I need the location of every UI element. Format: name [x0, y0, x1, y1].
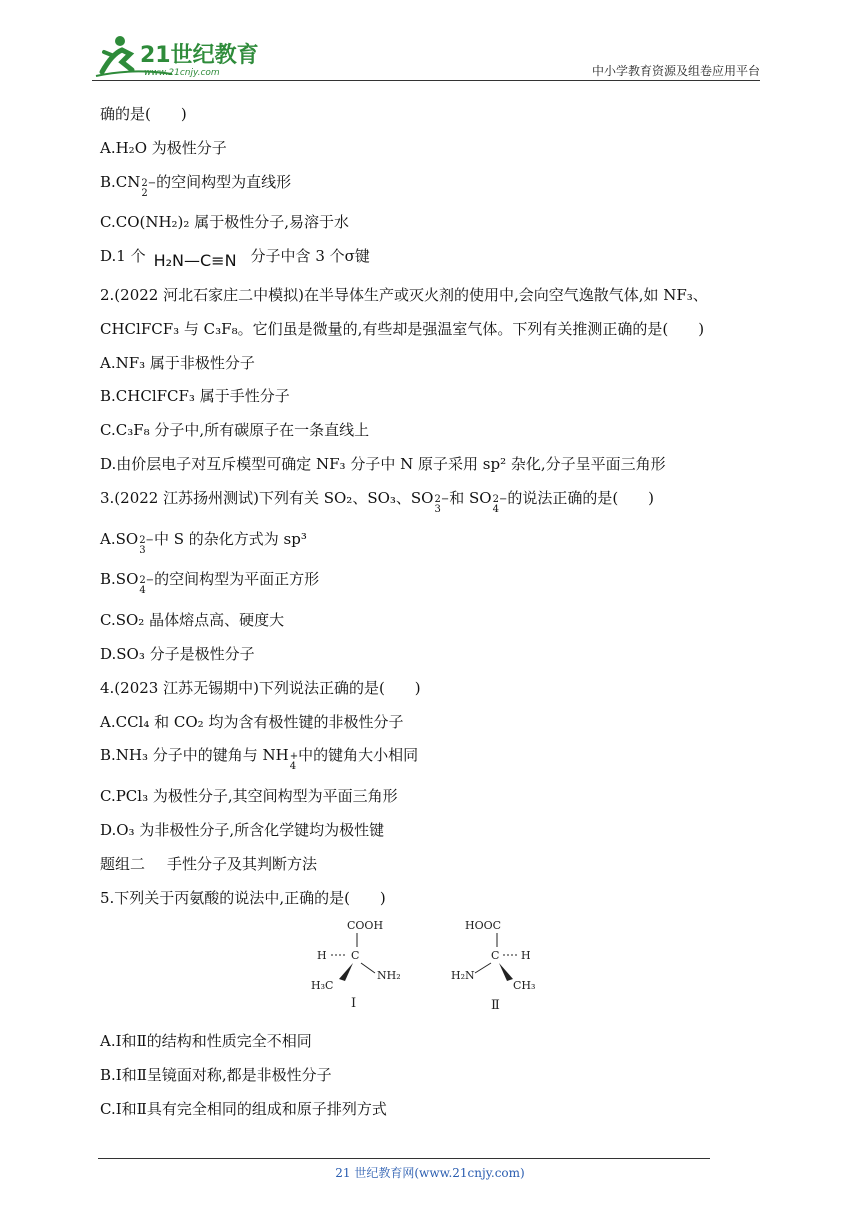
structure-II-right: H [521, 949, 531, 963]
structure-II-center: C [491, 949, 500, 963]
q4-stem: 4.(2023 江苏无锡期中)下列说法正确的是( ) [100, 678, 421, 697]
q3-option-d: D.SO₃ 分子是极性分子 [100, 644, 255, 663]
footer-divider [98, 1158, 710, 1159]
structure-I-bottom-right: NH₂ [377, 969, 401, 983]
q4-option-d: D.O₃ 为非极性分子,所含化学键均为极性键 [100, 820, 385, 839]
q1-option-d: D.1 个 H₂N—C≡N 分子中含 3 个σ键 [100, 247, 370, 271]
q4-option-c: C.PCl₃ 为极性分子,其空间构型为平面三角形 [100, 787, 398, 806]
structure-I-bottom-left: H₃C [311, 979, 334, 993]
q2-option-d: D.由价层电子对互斥模型可确定 NF₃ 分子中 N 原子采用 sp² 杂化,分子呈平面三角形 [100, 454, 666, 473]
structure-II [451, 919, 535, 1013]
structure-I [311, 919, 401, 1011]
q5-stem: 5.下列关于丙氨酸的说法中,正确的是( ) [100, 888, 386, 907]
q3-option-b: B.SO 2− 4 的空间构型为平面正方形 [100, 570, 320, 597]
platform-name: 中小学教育资源及组卷应用平台 [591, 64, 760, 78]
q3-option-a: A.SO 2− 3 中 S 的杂化方式为 sp³ [100, 529, 307, 556]
q5-option-b: B.Ⅰ和Ⅱ呈镜面对称,都是非极性分子 [100, 1066, 332, 1085]
structure-II-bottom-right: CH₃ [513, 979, 536, 993]
q5-option-a: A.Ⅰ和Ⅱ的结构和性质完全不相同 [100, 1032, 312, 1051]
structure-II-top: HOOC [465, 919, 502, 933]
q4-option-a: A.CCl₄ 和 CO₂ 均为含有极性键的非极性分子 [100, 712, 404, 731]
q2-option-c: C.C₃F₈ 分子中,所有碳原子在一条直线上 [100, 421, 370, 440]
group-heading: 题组二 手性分子及其判断方法 [100, 854, 318, 873]
structure-I-top: COOH [347, 919, 384, 933]
q1-option-b: B.CN 2− 2 的空间构型为直线形 [100, 172, 292, 199]
q4-option-b: B.NH₃ 分子中的键角与 NH + 4 中的键角大小相同 [100, 746, 419, 773]
alanine-structures [100, 917, 760, 1021]
q1-option-a: A.H₂O 为极性分子 [100, 138, 227, 157]
q1-stem-tail: 确的是( ) [100, 105, 187, 123]
q5-option-c: C.Ⅰ和Ⅱ具有完全相同的组成和原子排列方式 [100, 1099, 387, 1118]
structure-II-label: Ⅱ [491, 998, 500, 1014]
page-header [92, 28, 760, 82]
q2-stem-1: 2.(2022 河北石家庄二中模拟)在半导体生产或灭火剂的使用中,会向空气逸散气体,如 NF₃、 [100, 285, 708, 304]
structure-II-bottom-left: H₂N [451, 969, 475, 983]
header-divider [92, 80, 760, 81]
q1-option-c: C.CO(NH₂)₂ 属于极性分子,易溶于水 [100, 213, 349, 232]
question-content [100, 104, 760, 1133]
q2-option-b: B.CHClFCF₃ 属于手性分子 [100, 387, 290, 406]
q2-option-a: A.NF₃ 属于非极性分子 [100, 353, 255, 372]
structure-I-left: H [317, 949, 327, 963]
q3-stem: 3.(2022 江苏扬州测试)下列有关 SO₂、SO₃、SO 2− 3 和 SO 2− 4 的说法正确的是( ) [100, 488, 655, 515]
svg-text:21世纪教育: 21世纪教育 [140, 43, 259, 68]
q2-stem-2: CHClFCF₃ 与 C₃F₈。它们虽是微量的,有些却是强温室气体。下列有关推测正确的是( ) [100, 319, 705, 338]
cyanamide-formula: H₂N—C≡N [153, 251, 237, 271]
q3-option-c: C.SO₂ 晶体熔点高、硬度大 [100, 611, 285, 630]
logo-21cnjy [92, 32, 262, 78]
structure-I-label: Ⅰ [351, 996, 357, 1012]
svg-text:www.21cnjy.com: www.21cnjy.com [144, 68, 220, 78]
structure-I-center: C [351, 949, 360, 963]
footer-link[interactable]: 21 世纪教育网(www.21cnjy.com) [335, 1166, 525, 1180]
